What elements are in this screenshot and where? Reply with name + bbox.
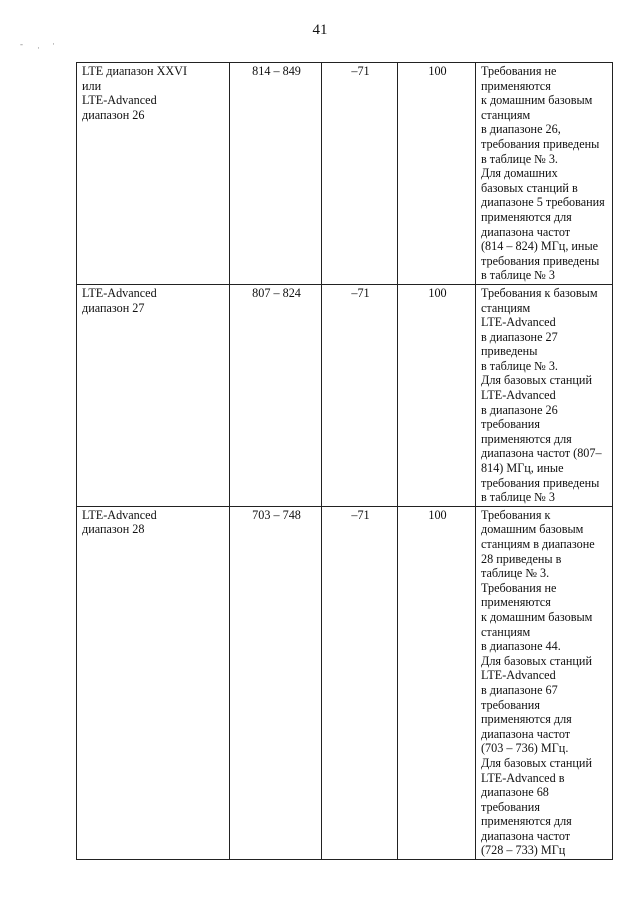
scan-mark: · [37,43,40,53]
cell-line: Для базовых станций [481,653,592,668]
notes-cell [476,506,613,859]
band-requirements-table [76,62,613,860]
cell-line: LTE-Advanced [481,668,556,683]
cell-line: требования приведены [481,253,600,268]
cell-line: станциям [481,107,531,122]
cell-text: 100 [428,64,447,78]
cell-line: в таблице № 3. [481,151,558,166]
cell-line: требования [481,697,540,712]
cell-line: в таблице № 3. [481,358,558,373]
cell-line: применяются [481,595,551,610]
table-row [77,63,613,285]
cell-line: станциям [481,624,531,639]
bandwidth-cell [398,63,476,285]
notes-cell [476,284,613,506]
cell-line: диапазон 27 [82,300,145,315]
cell-line: диапазон 26 [82,107,145,122]
cell-line: Требования к базовым [481,285,598,300]
level-cell [322,63,398,285]
frequency-range-cell [230,506,322,859]
cell-line: станциям в диапазоне [481,537,595,551]
cell-line: таблице № 3. [481,566,550,581]
cell-text: –71 [351,64,370,78]
cell-line: LTE-Advanced [82,507,157,522]
cell-line: требования [481,799,540,814]
page-number: 41 [312,22,328,38]
table-row [77,506,613,859]
cell-line: диапазоне 5 требования [481,195,605,210]
cell-text: 703 – 748 [252,507,301,522]
cell-text: –71 [351,285,370,300]
cell-line: к домашним базовым [481,609,593,624]
cell-line: в диапазоне 26, [481,122,561,137]
cell-line: Требования не [481,580,557,595]
cell-line: требования [481,417,540,432]
cell-line: базовых станций в [481,180,578,195]
cell-line: диапазона частот (807– [481,446,602,461]
cell-line: LTE диапазон XXVI [82,64,188,78]
cell-line: в диапазоне 67 [481,682,558,697]
bandwidth-cell [398,506,476,859]
cell-line: LTE-Advanced [481,315,556,330]
cell-line: LTE-Advanced [82,93,157,108]
cell-line: или [82,78,102,93]
table-body [77,63,613,860]
band-name-cell [77,63,230,285]
cell-line: применяются [481,78,551,93]
level-cell [322,506,398,859]
cell-line: Для домашних [481,166,558,181]
cell-text: 814 – 849 [252,64,301,78]
cell-line: диапазона частот [481,224,571,239]
cell-text: 100 [428,285,447,300]
level-cell [322,284,398,506]
cell-line: 814) МГц, иные [481,461,564,476]
cell-line: (703 – 736) МГц. [481,741,569,756]
cell-line: диапазона частот [481,828,571,843]
notes-cell [476,63,613,285]
bandwidth-cell [398,284,476,506]
cell-line: Для базовых станций [481,373,592,388]
cell-line: (814 – 824) МГц, иные [481,239,599,254]
cell-line: требования приведены [481,475,600,490]
cell-line: LTE-Advanced [82,285,157,300]
cell-line: в диапазоне 27 [481,329,558,344]
cell-line: диапазоне 68 [481,785,549,800]
cell-line: к домашним базовым [481,93,593,108]
frequency-range-cell [230,284,322,506]
cell-line: в диапазоне 26 [481,402,558,417]
cell-line: (728 – 733) МГц [481,843,566,858]
cell-line: LTE-Advanced в [481,770,565,785]
cell-line: требования приведены [481,136,600,151]
cell-line: диапазона частот [481,726,571,741]
band-name-cell [77,284,230,506]
cell-line: в диапазоне 44. [481,639,561,654]
band-name-cell [77,506,230,859]
cell-line: станциям [481,300,531,315]
cell-line: в таблице № 3 [481,490,555,505]
frequency-range-cell [230,63,322,285]
cell-line: Требования к [481,507,551,522]
cell-text: 807 – 824 [252,285,301,300]
scan-mark: - [20,39,23,49]
cell-text: 100 [428,507,447,522]
cell-line: 28 приведены в [481,551,562,566]
cell-line: Для базовых станций [481,755,592,770]
cell-line: применяются для [481,712,572,727]
cell-text: –71 [351,507,370,522]
cell-line: приведены [481,344,538,359]
cell-line: LTE-Advanced [481,388,556,403]
cell-line: диапазон 28 [82,522,145,537]
cell-line: применяются для [481,209,572,224]
table-row [77,284,613,506]
cell-line: Требования не [481,64,557,78]
scan-mark: · [52,39,55,49]
cell-line: в таблице № 3 [481,268,555,283]
cell-line: домашним базовым [481,522,584,537]
cell-line: применяются для [481,431,572,446]
cell-line: применяются для [481,814,572,829]
